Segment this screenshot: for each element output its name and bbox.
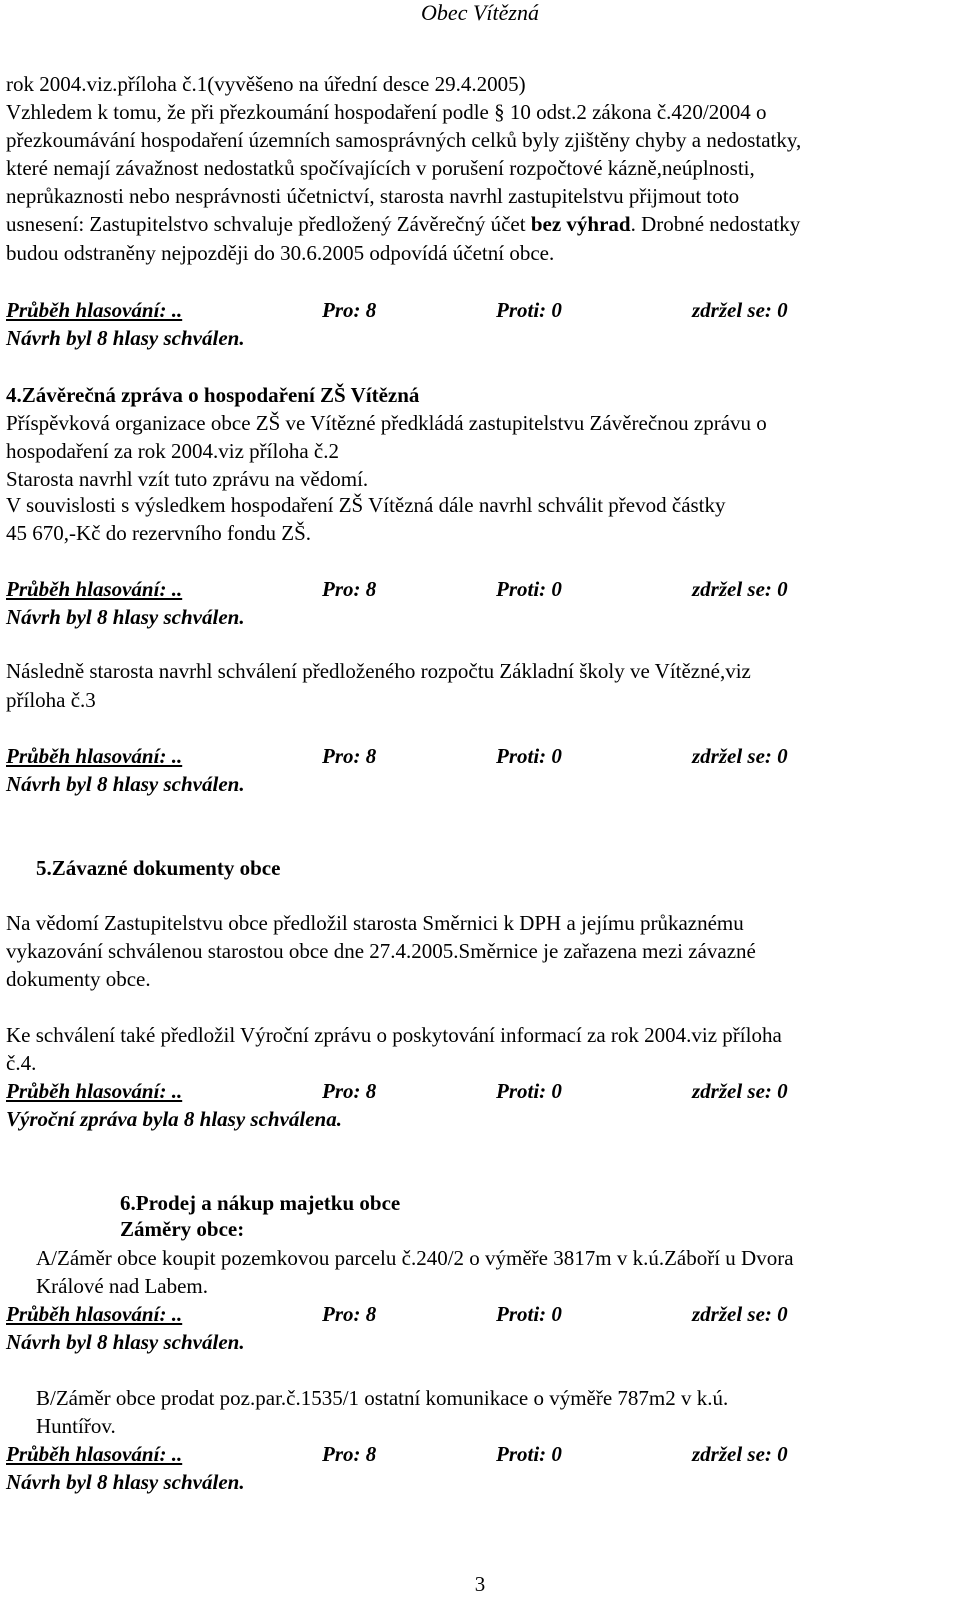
vote-abstain: zdržel se: 0 (692, 577, 788, 601)
text-line: Příspěvková organizace obce ZŠ ve Vítězné předkládá zastupitelstvu Závěrečnou zprávu o (6, 411, 767, 435)
vote-proti: Proti: 0 (496, 744, 562, 768)
section-heading: 5.Závazné dokumenty obce (36, 856, 281, 880)
text-line: Králové nad Labem. (36, 1274, 209, 1298)
section-heading: 6.Prodej a nákup majetku obce (120, 1191, 401, 1215)
text-line: č.4. (6, 1051, 37, 1075)
text-segment: . Drobné nedostatky (630, 212, 801, 236)
vote-label: Průběh hlasování: .. (6, 577, 183, 601)
vote-proti: Proti: 0 (496, 577, 562, 601)
text-line: budou odstraněny nejpozději do 30.6.2005 odpovídá účetní obce. (6, 241, 555, 265)
text-line: Starosta navrhl vzít tuto zprávu na vědomí. (6, 467, 369, 491)
vote-pro: Pro: 8 (322, 1302, 377, 1326)
text-line: 45 670,-Kč do rezervního fondu ZŠ. (6, 521, 312, 545)
vote-label: Průběh hlasování: .. (6, 1079, 183, 1103)
vote-abstain: zdržel se: 0 (692, 1079, 788, 1103)
text-line: rok 2004.viz.příloha č.1(vyvěšeno na úřední desce 29.4.2005) (6, 72, 526, 96)
vote-result: Návrh byl 8 hlasy schválen. (6, 1470, 245, 1494)
vote-proti: Proti: 0 (496, 1442, 562, 1466)
emphasis-text: bez výhrad (530, 212, 631, 236)
text-line: Následně starosta navrhl schválení předloženého rozpočtu Základní školy ve Vítězné,viz (6, 659, 751, 683)
vote-proti: Proti: 0 (496, 298, 562, 322)
vote-label: Průběh hlasování: .. (6, 1442, 183, 1466)
vote-result: Návrh byl 8 hlasy schválen. (6, 772, 245, 796)
text-line: B/Záměr obce prodat poz.par.č.1535/1 ostatní komunikace o výměře 787m2 v k.ú. (36, 1386, 729, 1410)
vote-result: Návrh byl 8 hlasy schválen. (6, 1330, 245, 1354)
text-line: vykazování schválenou starostou obce dne 27.4.2005.Směrnice je zařazena mezi závazné (6, 939, 756, 963)
vote-pro: Pro: 8 (322, 1079, 377, 1103)
vote-pro: Pro: 8 (322, 1442, 377, 1466)
vote-result: Návrh byl 8 hlasy schválen. (6, 326, 245, 350)
vote-result: Návrh byl 8 hlasy schválen. (6, 605, 245, 629)
vote-pro: Pro: 8 (322, 577, 377, 601)
text-line: příloha č.3 (6, 688, 96, 712)
page-header: Obec Vítězná (421, 0, 539, 25)
text-line: A/Záměr obce koupit pozemkovou parcelu č.240/2 o výměře 3817m v k.ú.Záboří u Dvora (36, 1246, 794, 1270)
section-heading: 4.Závěrečná zpráva o hospodaření ZŠ Vítězná (6, 383, 420, 407)
subsection-heading: Záměry obce: (120, 1217, 245, 1241)
text-segment: usnesení: Zastupitelstvo schvaluje předložený Závěrečný účet (6, 212, 531, 236)
vote-proti: Proti: 0 (496, 1302, 562, 1326)
text-line: Ke schválení také předložil Výroční zprávu o poskytování informací za rok 2004.viz příloha (6, 1023, 782, 1047)
vote-pro: Pro: 8 (322, 298, 377, 322)
text-line: hospodaření za rok 2004.viz příloha č.2 (6, 439, 339, 463)
text-line: které nemají závažnost nedostatků spočívajících v porušení rozpočtové kázně,neúplnosti, (6, 156, 755, 180)
vote-proti: Proti: 0 (496, 1079, 562, 1103)
text-line: V souvislosti s výsledkem hospodaření ZŠ Vítězná dále navrhl schválit převod částky (6, 493, 726, 517)
vote-label: Průběh hlasování: .. (6, 298, 183, 322)
text-line: neprůkaznosti nebo nesprávnosti účetnictví, starosta navrhl zastupitelstvu přijmout toto (6, 184, 740, 208)
vote-label: Průběh hlasování: .. (6, 1302, 183, 1326)
vote-label: Průběh hlasování: .. (6, 744, 183, 768)
vote-abstain: zdržel se: 0 (692, 1302, 788, 1326)
text-line: přezkoumávání hospodaření územních samosprávných celků byly zjištěny chyby a nedostatky, (6, 128, 802, 152)
vote-abstain: zdržel se: 0 (692, 298, 788, 322)
vote-pro: Pro: 8 (322, 744, 377, 768)
text-line: dokumenty obce. (6, 967, 151, 991)
text-line (6, 214, 800, 235)
text-line: Na vědomí Zastupitelstvu obce předložil starosta Směrnici k DPH a jejímu průkaznému (6, 911, 744, 935)
vote-result: Výroční zpráva byla 8 hlasy schválena. (6, 1107, 342, 1131)
page-number: 3 (474, 1572, 486, 1596)
vote-abstain: zdržel se: 0 (692, 744, 788, 768)
text-line: Vzhledem k tomu, že při přezkoumání hospodaření podle § 10 odst.2 zákona č.420/2004 o (6, 100, 767, 124)
text-line: Huntířov. (36, 1414, 116, 1438)
vote-abstain: zdržel se: 0 (692, 1442, 788, 1466)
